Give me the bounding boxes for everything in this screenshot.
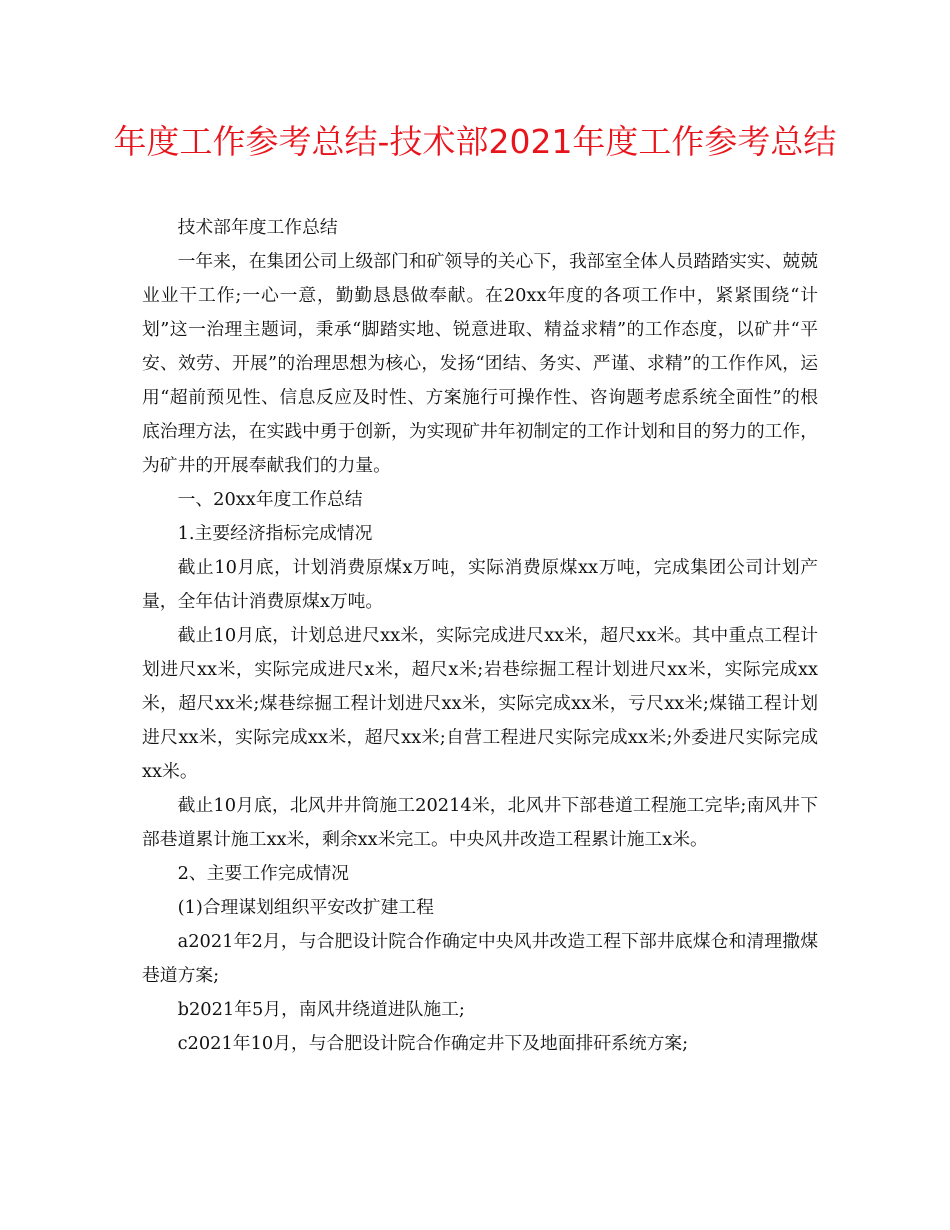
body-paragraph: 截止10月底，北风井井筒施工20214米，北风井下部巷道工程施工完毕;南风井下部巷道累计施工xx米，剩余xx米完工。中央风井改造工程累计施工x米。 <box>142 795 818 850</box>
intro-paragraph: 一年来，在集团公司上级部门和矿领导的关心下，我部室全体人员踏踏实实、兢兢业业干工作;一心一意，勤勤恳恳做奉献。在20xx年度的各项工作中，紧紧围绕“计划”这一治理主题词，秉承“脚踏实地、锐意进取、精益求精”的工作态度，以矿井“平安、效劳、开展”的治理思想为核心，发扬“团结、务实、严谨、求精”的工作作风，运用“超前预见性、信息反应及时性、方案施行可操作性、咨询题考虑系统全面性”的根底治理方法，在实践中勇于创新，为实现矿井年初制定的工作计划和目的努力的工作，为矿井的开展奉献我们的力量。 <box>142 251 818 476</box>
subsection-heading: 1.主要经济指标完成情况 <box>177 523 373 544</box>
subtitle-paragraph: 技术部年度工作总结 <box>177 217 338 238</box>
document-title: 年度工作参考总结-技术部2021年度工作参考总结 <box>113 122 837 161</box>
subsection-heading: 2、主要工作完成情况 <box>177 863 349 884</box>
document-body <box>142 211 818 1061</box>
item-heading: (1)合理谋划组织平安改扩建工程 <box>177 897 434 918</box>
body-paragraph: 截止10月底，计划总进尺xx米，实际完成进尺xx米，超尺xx米。其中重点工程计划进尺xx米，实际完成进尺x米，超尺x米;岩巷综掘工程计划进尺xx米，实际完成xx米，超尺xx米;煤巷综掘工程计划进尺xx米，实际完成xx米，亏尺xx米;煤锚工程计划进尺xx米，实际完成xx米，超尺xx米;自营工程进尺实际完成xx米;外委进尺实际完成xx米。 <box>142 625 818 782</box>
list-item: a2021年2月，与合肥设计院合作确定中央风井改造工程下部井底煤仓和清理撒煤巷道方案; <box>142 931 818 986</box>
body-paragraph: 截止10月底，计划消费原煤x万吨，实际消费原煤xx万吨，完成集团公司计划产量，全年估计消费原煤x万吨。 <box>142 557 818 612</box>
section-heading: 一、20xx年度工作总结 <box>177 489 363 510</box>
list-item: b2021年5月，南风井绕道进队施工; <box>177 999 465 1020</box>
list-item: c2021年10月，与合肥设计院合作确定井下及地面排矸系统方案; <box>177 1033 689 1054</box>
